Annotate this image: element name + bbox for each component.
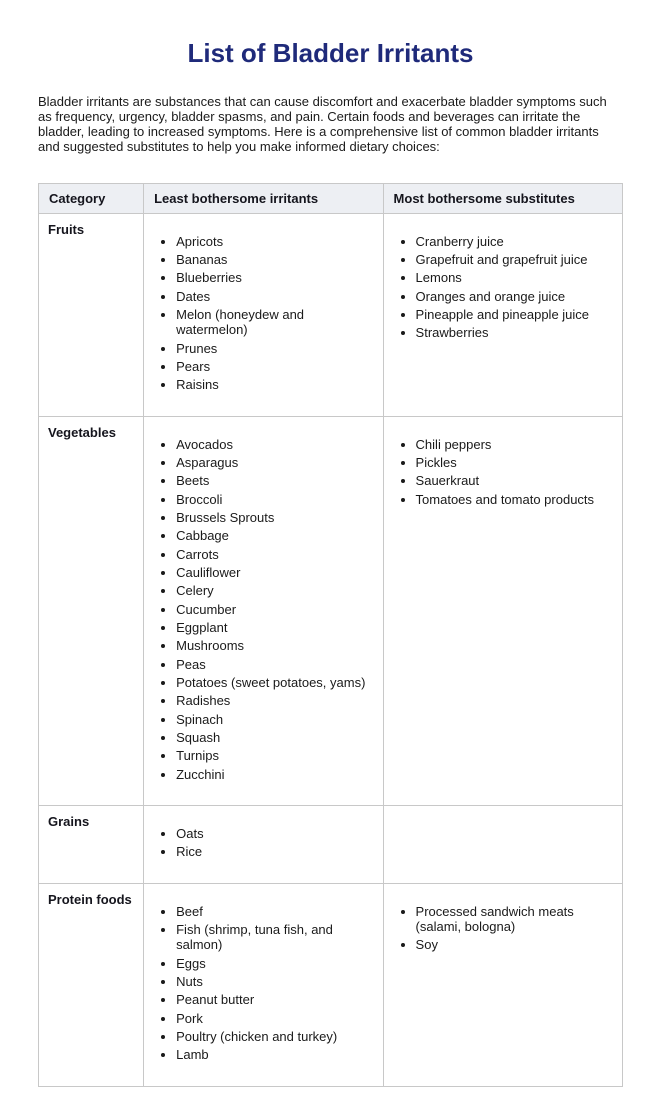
least-list: [150, 234, 376, 393]
most-list: [390, 904, 616, 953]
list-item: • Beets: [176, 473, 376, 488]
table-header-row: [39, 183, 623, 213]
list-item: • Carrots: [176, 547, 376, 562]
list-item: • Potatoes (sweet potatoes, yams): [176, 675, 376, 690]
list-item: • Soy: [416, 937, 616, 952]
list-item: • Processed sandwich meats (salami, bologna): [416, 904, 616, 935]
least-list: [150, 437, 376, 782]
list-item: • Brussels Sprouts: [176, 510, 376, 525]
list-item: • Eggplant: [176, 620, 376, 635]
header-category: Category: [39, 183, 144, 213]
table-row: [39, 805, 623, 883]
list-item: • Lemons: [416, 270, 616, 285]
least-bothersome-cell: [144, 805, 383, 883]
list-item: • Peanut butter: [176, 992, 376, 1007]
least-bothersome-cell: [144, 416, 383, 805]
header-most-bothersome: Most bothersome substitutes: [383, 183, 622, 213]
list-item: • Cauliflower: [176, 565, 376, 580]
most-bothersome-cell: [383, 883, 622, 1086]
list-item: • Poultry (chicken and turkey): [176, 1029, 376, 1044]
irritants-table: [38, 183, 623, 1087]
list-item: • Pears: [176, 359, 376, 374]
list-item: • Mushrooms: [176, 638, 376, 653]
category-cell: [39, 416, 144, 805]
list-item: • Apricots: [176, 234, 376, 249]
list-item: • Chili peppers: [416, 437, 616, 452]
category-label: Vegetables: [48, 424, 116, 440]
list-item: • Bananas: [176, 252, 376, 267]
most-list: [390, 234, 616, 341]
least-bothersome-cell: [144, 213, 383, 416]
table-header: [39, 183, 623, 213]
list-item: • Eggs: [176, 956, 376, 971]
category-label: Grains: [48, 813, 90, 829]
list-item: • Cucumber: [176, 602, 376, 617]
list-item: • Lamb: [176, 1047, 376, 1062]
list-item: • Beef: [176, 904, 376, 919]
list-item: • Tomatoes and tomato products: [416, 492, 616, 507]
list-item: • Prunes: [176, 341, 376, 356]
list-item: • Pineapple and pineapple juice: [416, 307, 616, 322]
list-item: • Broccoli: [176, 492, 376, 507]
category-cell: [39, 805, 144, 883]
list-item: • Celery: [176, 583, 376, 598]
list-item: • Peas: [176, 657, 376, 672]
most-list: [390, 437, 616, 507]
category-cell: [39, 883, 144, 1086]
least-bothersome-cell: [144, 883, 383, 1086]
list-item: • Strawberries: [416, 325, 616, 340]
table-row: [39, 213, 623, 416]
list-item: • Raisins: [176, 377, 376, 392]
list-item: • Turnips: [176, 748, 376, 763]
list-item: • Pickles: [416, 455, 616, 470]
list-item: • Zucchini: [176, 767, 376, 782]
least-list: [150, 904, 376, 1063]
list-item: • Nuts: [176, 974, 376, 989]
list-item: • Cranberry juice: [416, 234, 616, 249]
list-item: • Fish (shrimp, tuna fish, and salmon): [176, 922, 376, 953]
list-item: • Pork: [176, 1011, 376, 1026]
list-item: • Sauerkraut: [416, 473, 616, 488]
list-item: • Blueberries: [176, 270, 376, 285]
category-label: Fruits: [48, 221, 85, 237]
list-item: • Avocados: [176, 437, 376, 452]
list-item: • Radishes: [176, 693, 376, 708]
page-title: List of Bladder Irritants: [187, 38, 474, 68]
list-item: • Oats: [176, 826, 376, 841]
header-least-bothersome: Least bothersome irritants: [144, 183, 383, 213]
list-item: • Rice: [176, 844, 376, 859]
table-row: [39, 416, 623, 805]
most-bothersome-cell: [383, 805, 622, 883]
list-item: • Dates: [176, 289, 376, 304]
list-item: • Grapefruit and grapefruit juice: [416, 252, 616, 267]
category-cell: [39, 213, 144, 416]
most-bothersome-cell: [383, 213, 622, 416]
list-item: • Cabbage: [176, 528, 376, 543]
least-list: [150, 826, 376, 860]
most-bothersome-cell: [383, 416, 622, 805]
table-row: [39, 883, 623, 1086]
list-item: • Oranges and orange juice: [416, 289, 616, 304]
list-item: • Squash: [176, 730, 376, 745]
list-item: • Spinach: [176, 712, 376, 727]
table-body: [39, 213, 623, 1086]
list-item: • Melon (honeydew and watermelon): [176, 307, 376, 338]
intro-paragraph: Bladder irritants are substances that can cause discomfort and exacerbate bladder symptoms such as frequency, urgency, bladder spasms, and pain. Certain foods and beverages can irritate the bladder, leading to increased symptoms. Here is a comprehensive list of common bladder irritants and suggested substitutes to help you make informed dietary choices:: [38, 94, 607, 154]
list-item: • Asparagus: [176, 455, 376, 470]
category-label: Protein foods: [48, 891, 132, 907]
